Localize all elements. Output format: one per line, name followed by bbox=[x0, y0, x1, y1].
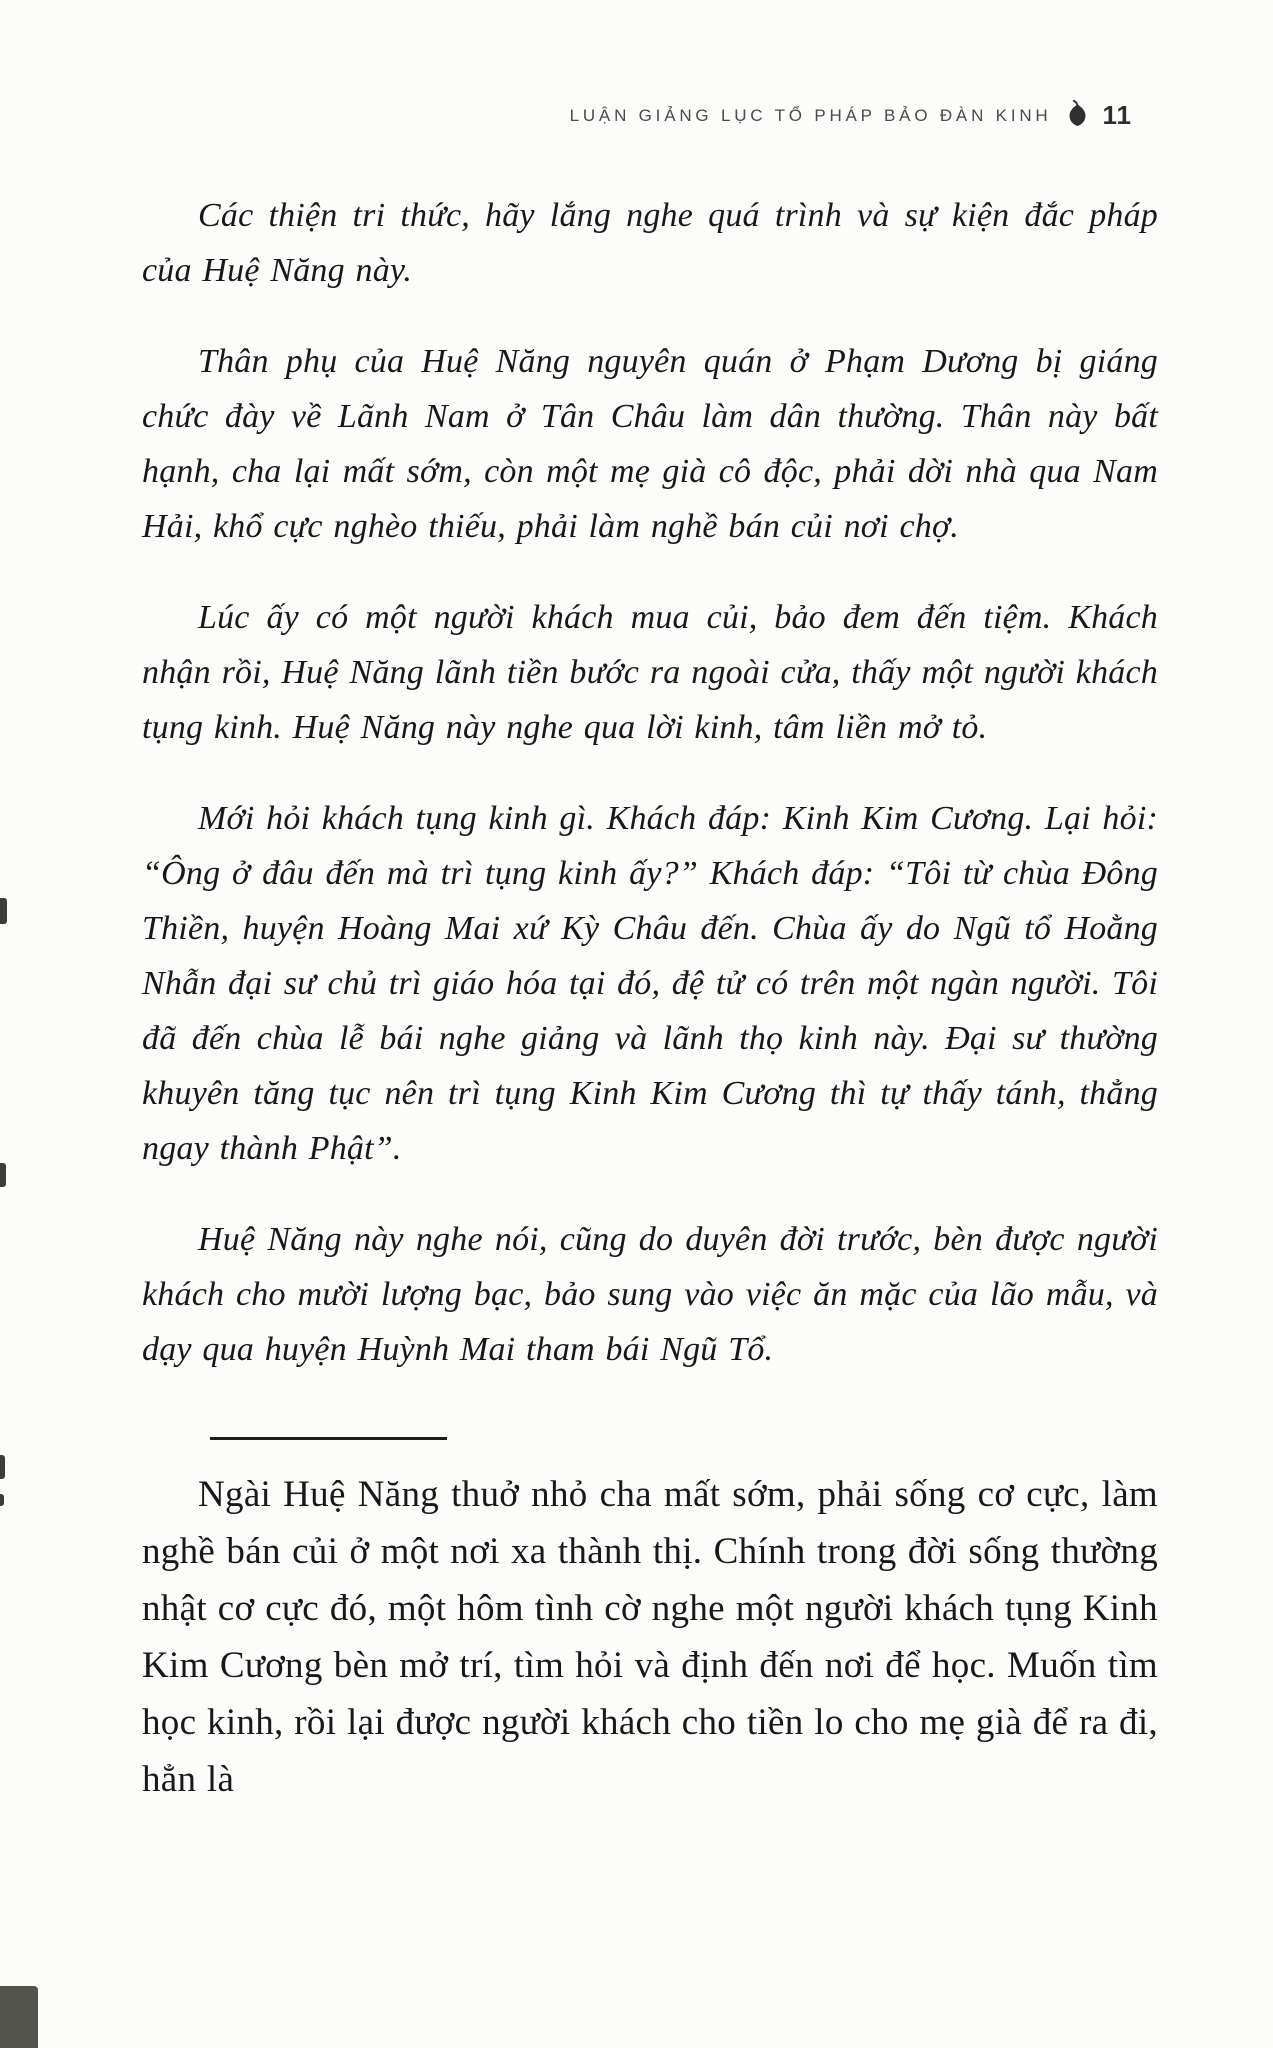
running-header bbox=[142, 100, 1158, 131]
sutra-paragraph: Huệ Năng này nghe nói, cũng do duyên đời trước, bèn được người khách cho mười lượng bạc, bảo sung vào việc ăn mặc của lão mẫu, và dạy qua huyện Huỳnh Mai tham bái Ngũ Tổ. bbox=[142, 1221, 1158, 1368]
page-body bbox=[142, 188, 1158, 1808]
scan-artifact bbox=[0, 1163, 6, 1187]
scan-corner-shadow bbox=[0, 1986, 38, 2048]
commentary-paragraph: Ngài Huệ Năng thuở nhỏ cha mất sớm, phải sống cơ cực, làm nghề bán củi ở một nơi xa thành thị. Chính trong đời sống thường nhật cơ cực đó, một hôm tình cờ nghe một người khách tụng Kinh Kim Cương bèn mở trí, tìm hỏi và định đến nơi để học. Muốn tìm học kinh, rồi lại được người khách cho tiền lo cho mẹ già để ra đi, hẳn là bbox=[142, 1474, 1158, 1800]
page-number: 11 bbox=[1102, 100, 1132, 130]
scan-artifact bbox=[0, 898, 7, 924]
scan-artifact bbox=[0, 1494, 4, 1506]
sutra-paragraph: Các thiện tri thức, hãy lắng nghe quá trình và sự kiện đắc pháp của Huệ Năng này. bbox=[142, 197, 1158, 289]
running-header-title: LUẬN GIẢNG LỤC TỔ PHÁP BẢO ĐÀN KINH bbox=[569, 105, 1052, 125]
sutra-paragraph: Mới hỏi khách tụng kinh gì. Khách đáp: Kinh Kim Cương. Lại hỏi: “Ông ở đâu đến mà trì tụng kinh ấy?” Khách đáp: “Tôi từ chùa Đông Thiền, huyện Hoàng Mai xứ Kỳ Châu đến. Chùa ấy do Ngũ tổ Hoằng Nhẫn đại sư chủ trì giáo hóa tại đó, đệ tử có trên một ngàn người. Tôi đã đến chùa lễ bái nghe giảng và lãnh thọ kinh này. Đại sư thường khuyên tăng tục nên trì tụng Kinh Kim Cương thì tự thấy tánh, thẳng ngay thành Phật”. bbox=[142, 800, 1158, 1167]
bodhi-leaf-icon bbox=[1067, 100, 1088, 127]
sutra-paragraph: Thân phụ của Huệ Năng nguyên quán ở Phạm Dương bị giáng chức đày về Lãnh Nam ở Tân Châu làm dân thường. Thân này bất hạnh, cha lại mất sớm, còn một mẹ già cô độc, phải dời nhà qua Nam Hải, khổ cực nghèo thiếu, phải làm nghề bán củi nơi chợ. bbox=[142, 343, 1158, 545]
section-divider bbox=[210, 1437, 447, 1440]
scan-artifact bbox=[0, 1455, 5, 1479]
sutra-paragraph: Lúc ấy có một người khách mua củi, bảo đem đến tiệm. Khách nhận rồi, Huệ Năng lãnh tiền bước ra ngoài cửa, thấy một người khách tụng kinh. Huệ Năng này nghe qua lời kinh, tâm liền mở tỏ. bbox=[142, 599, 1158, 746]
